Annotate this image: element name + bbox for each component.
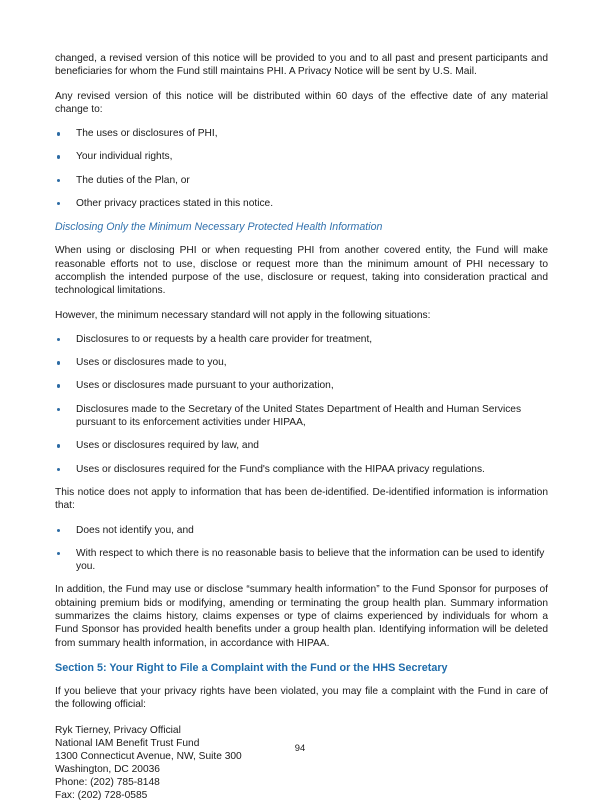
list-item-label: Does not identify you, and [76,525,194,536]
list-item [55,356,548,369]
list-item-label: Your individual rights, [76,151,172,162]
list-item-label: Other privacy practices stated in this notice. [76,198,273,209]
bullet-dot-icon [57,552,60,555]
list-item [55,127,548,140]
list-item-label: With respect to which there is no reasonable basis to believe that the information can be used to identify you. [76,548,544,572]
contact-street: 1300 Connecticut Avenue, NW, Suite 300 [55,750,548,763]
bullet-dot-icon [57,338,60,341]
page-content [55,52,548,802]
list-item-label: The uses or disclosures of PHI, [76,128,218,139]
bullet-dot-icon [57,468,60,471]
bullet-dot-icon [57,179,60,182]
bullet-dot-icon [57,408,60,411]
bullet-dot-icon [57,529,60,532]
list-item-label: Uses or disclosures made to you, [76,357,227,368]
list-item [55,379,548,392]
contact-organization: National IAM Benefit Trust Fund [55,737,548,750]
paragraph-when-using: When using or disclosing PHI or when requesting PHI from another covered entity, the Fund will make reasonable efforts not to use, disclose or request more than the minimum amount of PHI necessary to accomplish the intended purpose of the use, disclosure or request, taking into consideration practical and technological limitations. [55,244,548,297]
privacy-official-contact-block [55,724,548,802]
contact-city-state-zip: Washington, DC 20036 [55,763,548,776]
paragraph-however: However, the minimum necessary standard will not apply in the following situations: [55,309,548,322]
material-change-list [55,127,548,210]
bullet-dot-icon [57,155,60,158]
paragraph-continued: changed, a revised version of this notice will be provided to you and to all past and present participants and beneficiaries for whom the Fund still maintains PHI. A Privacy Notice will be sent by U.S. Mail. [55,52,548,79]
paragraph-revised-version: Any revised version of this notice will be distributed within 60 days of the effective date of any material change to: [55,90,548,117]
list-item-label: Disclosures made to the Secretary of the United States Department of Health and Human Services pursuant to its enforcement activities under HIPAA, [76,404,521,428]
paragraph-summary-health: In addition, the Fund may use or disclose “summary health information” to the Fund Sponsor for purposes of obtaining premium bids or modifying, amending or terminating the group health plan. Summary information summarizes the claims history, claims expenses or type of claims experienced by individuals for whom a Fund Sponsor has provided health benefits under a group health plan. Identifying information will be deleted from summary health information, in accordance with HIPAA. [55,583,548,649]
paragraph-de-identified: This notice does not apply to information that has been de-identified. De-identified information is information that: [55,486,548,513]
list-item [55,174,548,187]
list-item [55,333,548,346]
list-item-label: Disclosures to or requests by a health care provider for treatment, [76,334,372,345]
list-item [55,197,548,210]
contact-phone: Phone: (202) 785-8148 [55,776,548,789]
contact-name-title: Ryk Tierney, Privacy Official [55,724,548,737]
list-item [55,463,548,476]
bullet-dot-icon [57,202,60,205]
de-identified-list [55,524,548,574]
bullet-dot-icon [57,361,60,364]
list-item [55,403,548,430]
list-item [55,150,548,163]
list-item-label: Uses or disclosures made pursuant to your authorization, [76,380,334,391]
bullet-dot-icon [57,444,60,447]
list-item [55,547,548,574]
section5-heading: Section 5: Your Right to File a Complaint with the Fund or the HHS Secretary [55,661,548,675]
bullet-dot-icon [57,132,60,135]
list-item-label: The duties of the Plan, or [76,175,190,186]
page-number: 94 [0,742,600,753]
minimum-necessary-heading: Disclosing Only the Minimum Necessary Protected Health Information [55,220,548,234]
exception-list [55,333,548,476]
bullet-dot-icon [57,384,60,387]
list-item [55,524,548,537]
list-item-label: Uses or disclosures required by law, and [76,440,259,451]
paragraph-complaint: If you believe that your privacy rights have been violated, you may file a complaint with the Fund in care of the following official: [55,685,548,712]
contact-fax: Fax: (202) 728-0585 [55,789,548,802]
list-item [55,439,548,452]
list-item-label: Uses or disclosures required for the Fund's compliance with the HIPAA privacy regulations. [76,464,485,475]
